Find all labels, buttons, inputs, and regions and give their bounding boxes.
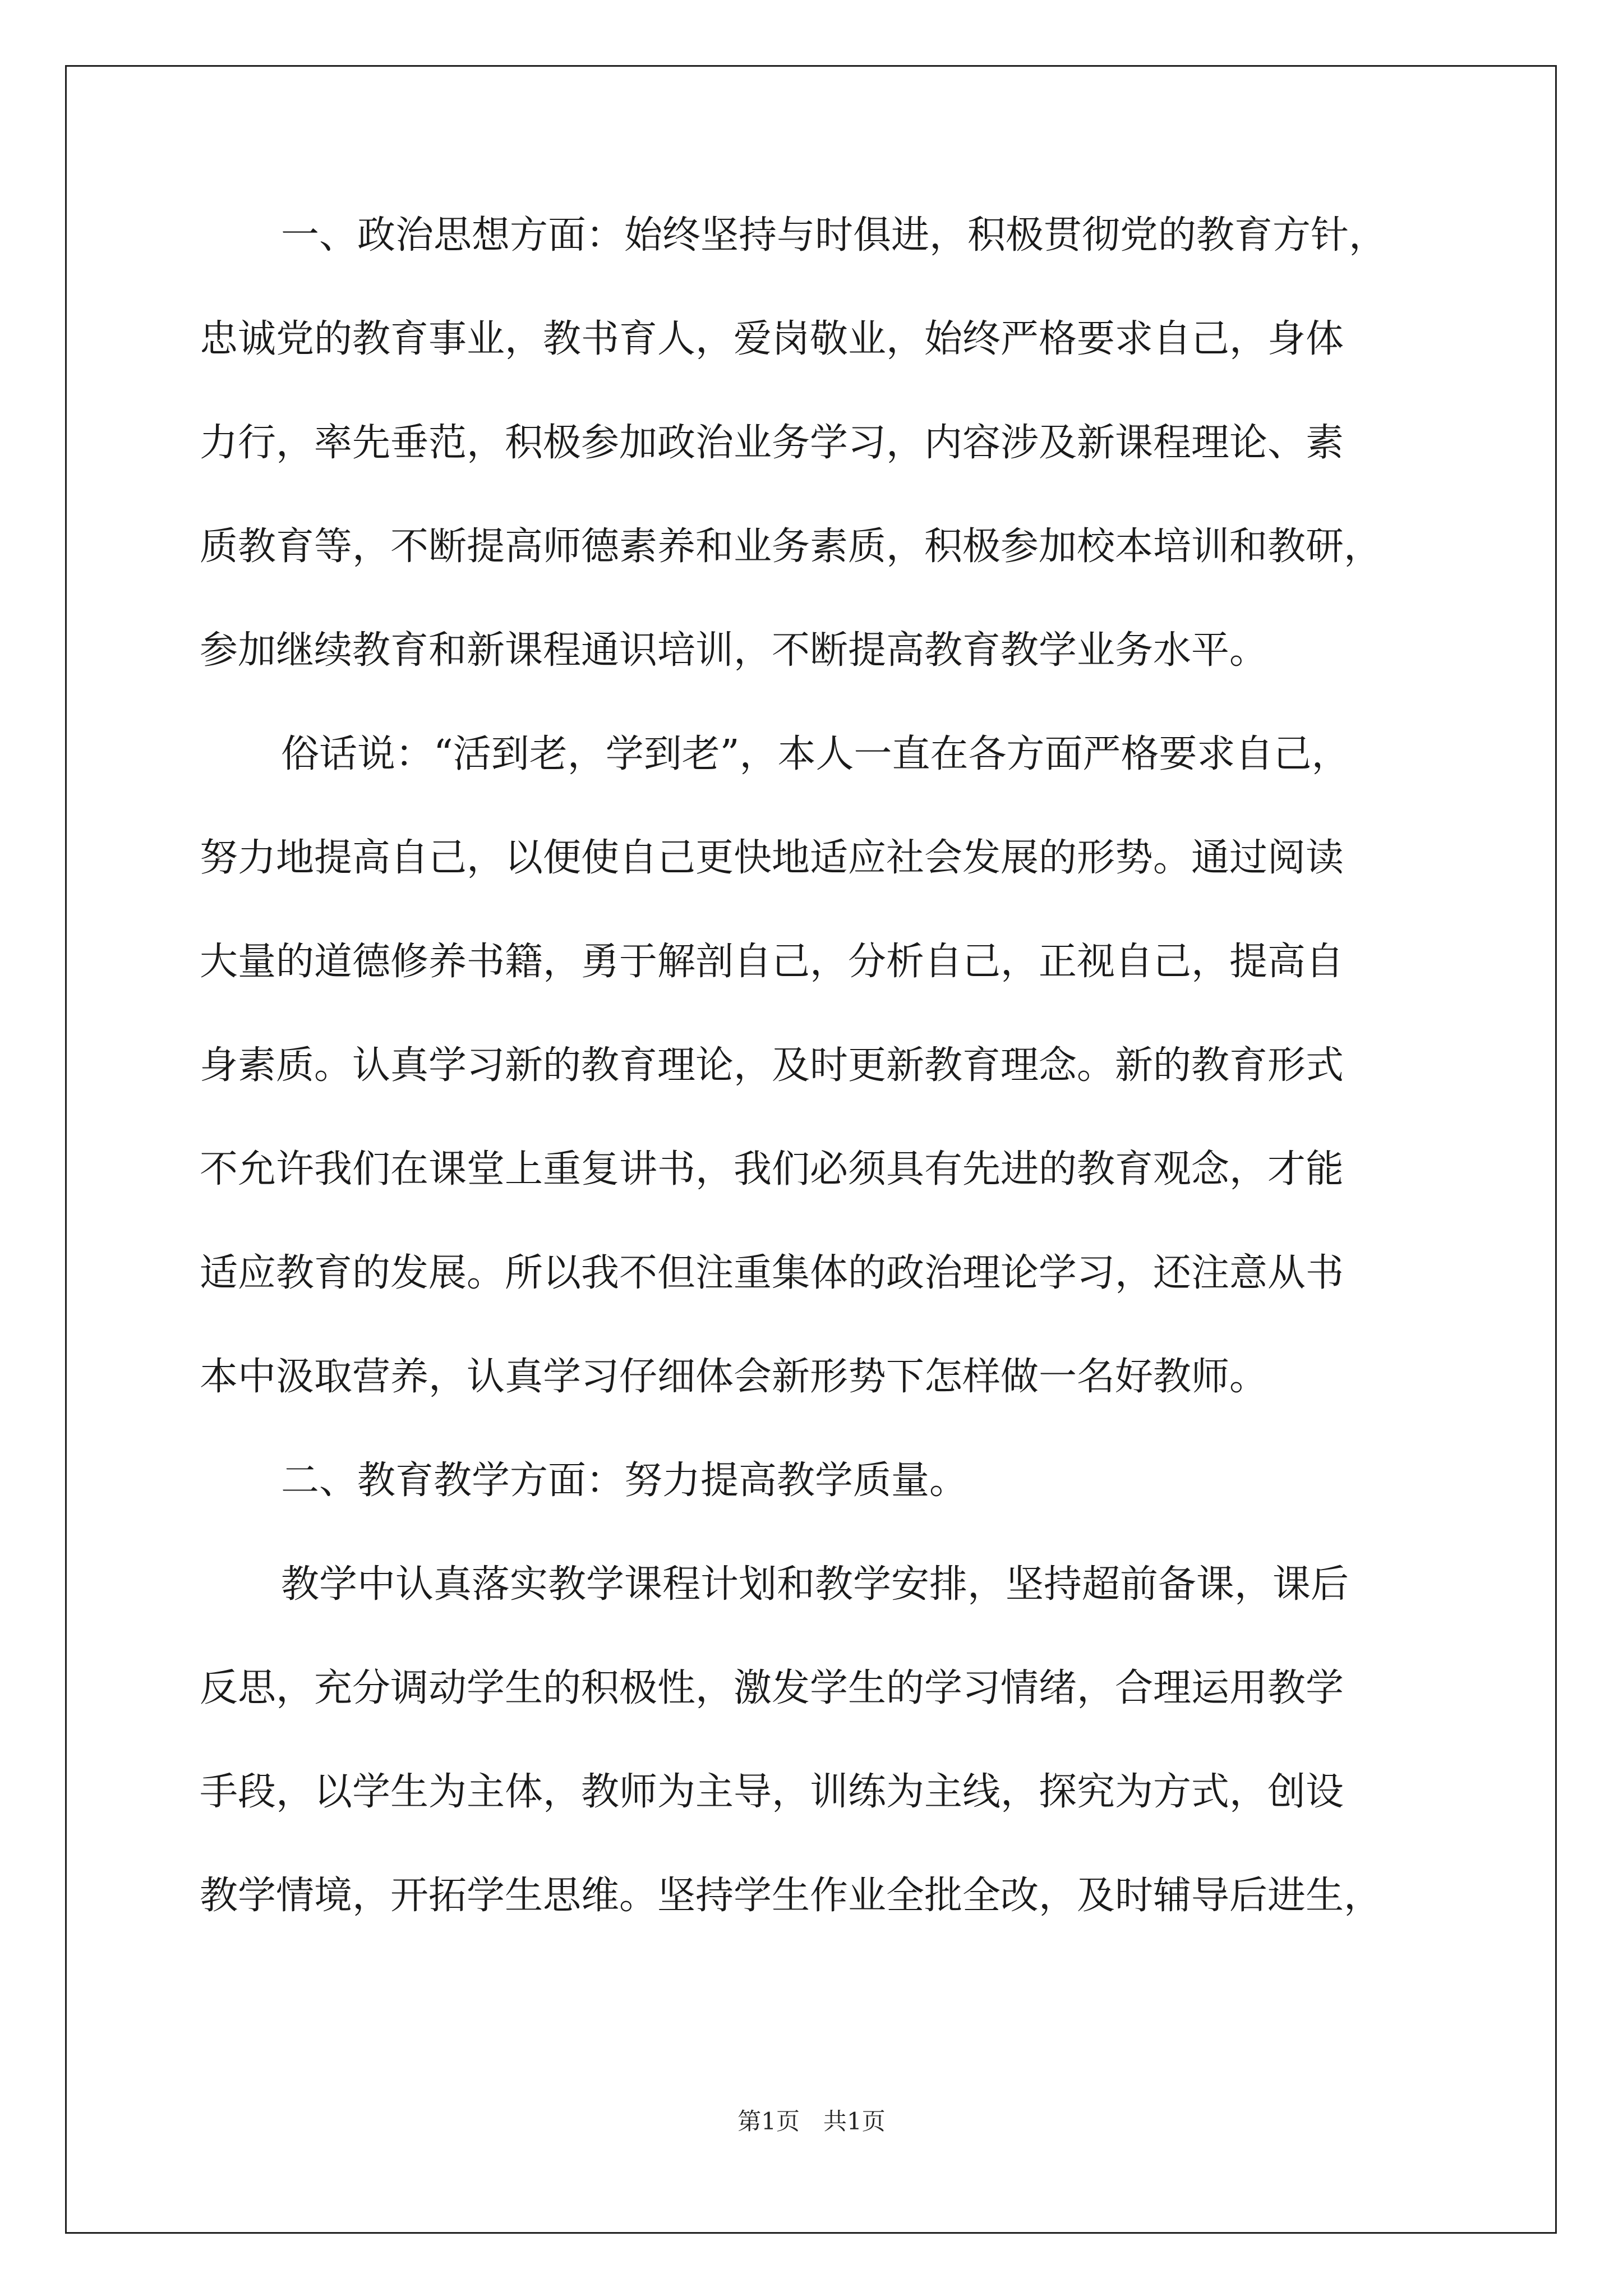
paragraph-1-line-3: 力行，率先垂范，积极参加政治业务学习，内容涉及新课程理论、素 — [200, 421, 1344, 465]
paragraph-1-line-4: 质教育等，不断提高师德素养和业务素质，积极参加校本培训和教研， — [200, 524, 1382, 569]
paragraph-2-line-3: 大量的道德修养书籍，勇于解剖自己，分析自己，正视自己，提高自 — [200, 940, 1344, 984]
paragraph-2-line-5: 不允许我们在课堂上重复讲书，我们必须具有先进的教育观念，才能 — [200, 1147, 1344, 1191]
paragraph-1-line-5: 参加继续教育和新课程通识培训，不断提高教育教学业务水平。 — [200, 628, 1268, 673]
paragraph-2-line-6: 适应教育的发展。所以我不但注重集体的政治理论学习，还注意从书 — [200, 1251, 1344, 1295]
paragraph-3-line-3: 手段，以学生为主体，教师为主导，训练为主线，探究为方式，创设 — [200, 1770, 1344, 1814]
paragraph-2-line-2: 努力地提高自己，以便使自己更快地适应社会发展的形势。通过阅读 — [200, 836, 1344, 880]
paragraph-2-line-4: 身素质。认真学习新的教育理论，及时更新教育理念。新的教育形式 — [200, 1043, 1344, 1088]
paragraph-3-line-1: 教学中认真落实教学课程计划和教学安排，坚持超前备课，课后 — [281, 1562, 1349, 1607]
paragraph-3-line-4: 教学情境，开拓学生思维。坚持学生作业全批全改，及时辅导后进生， — [200, 1874, 1382, 1918]
paragraph-2-line-7: 本中汲取营养，认真学习仔细体会新形势下怎样做一名好教师。 — [200, 1355, 1268, 1399]
paragraph-2-line-1: 俗话说：“活到老，学到老”，本人一直在各方面严格要求自己， — [281, 732, 1350, 776]
section-heading-2: 二、教育教学方面：努力提高教学质量。 — [281, 1458, 968, 1503]
paragraph-1-line-2: 忠诚党的教育事业，教书育人，爱岗敬业，始终严格要求自己，身体 — [200, 317, 1344, 361]
paragraph-1-line-1: 一、政治思想方面：始终坚持与时俱进，积极贯彻党的教育方针， — [281, 213, 1387, 257]
page-number-footer: 第1页 共1页 — [737, 2108, 886, 2135]
paragraph-3-line-2: 反思，充分调动学生的积极性，激发学生的学习情绪，合理运用教学 — [200, 1666, 1344, 1710]
